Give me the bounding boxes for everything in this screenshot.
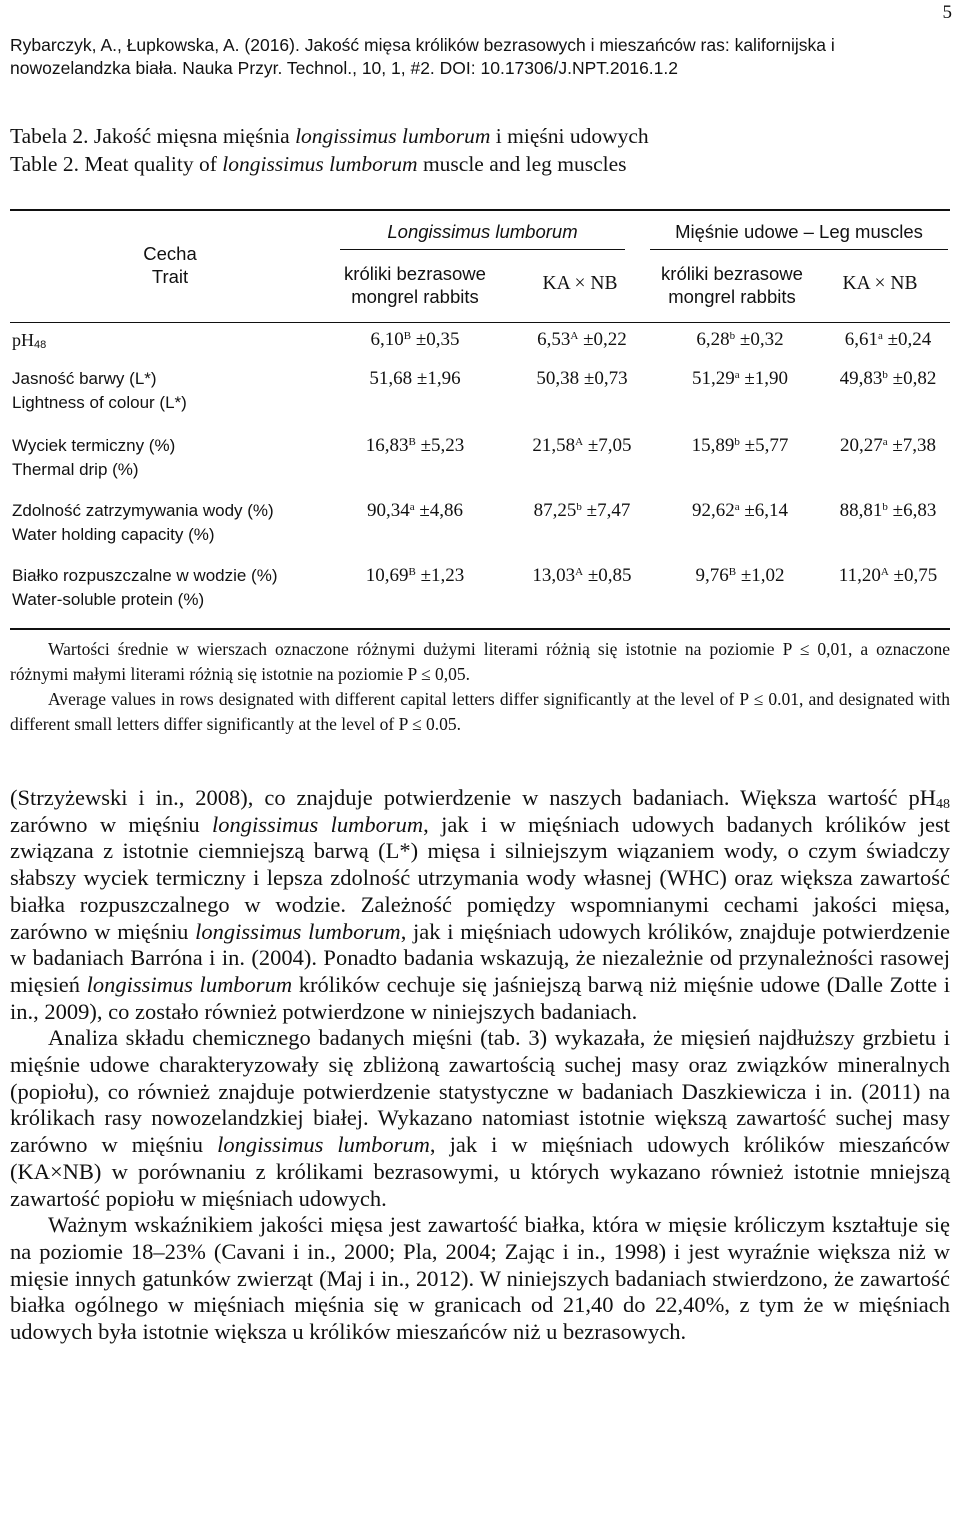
header-trait — [120, 242, 220, 288]
cell-sig: A — [880, 566, 889, 578]
cell-sd: ±0,22 — [583, 329, 627, 350]
cell-sd: ±0,75 — [893, 565, 938, 586]
row-label-en: Water holding capacity (%) — [12, 525, 215, 544]
header-col-mongrel-leg — [652, 262, 812, 308]
cell-sig: A — [575, 566, 584, 578]
cell-value: 51,68 — [369, 368, 413, 389]
row-label-ph-sub: 48 — [34, 339, 47, 351]
header-col-mongrel-ll — [335, 262, 495, 308]
group-rule-longissimus — [340, 249, 625, 250]
row-label-en: Thermal drip (%) — [12, 460, 139, 479]
header-col-kanb-leg: KA × NB — [842, 273, 918, 294]
row-label-whc — [12, 499, 274, 547]
row-label-soluble-protein — [12, 564, 278, 612]
caption-en — [10, 150, 649, 178]
cell-sig: b — [729, 330, 736, 342]
citation-header: Rybarczyk, A., Łupkowska, A. (2016). Jakość mięsa królików bezrasowych i mieszańców ras: kalifornijska i nowozelandzka biała. Nauka Przyr. Technol., 10, 1, #2. DOI: 10.17306/J.NPT.2016.1.2 — [10, 35, 835, 78]
italic-term: longissimus lumborum — [195, 918, 401, 944]
header-group-leg: Mięśnie udowe – Leg muscles — [675, 221, 923, 242]
cell-value: 92,62 — [691, 500, 735, 521]
header-group-longissimus: Longissimus lumborum — [387, 221, 578, 242]
note-pl: Wartości średnie w wierszach oznaczone różnymi dużymi literami różnią się istotnie na poziomie P ≤ 0,01, a oznaczone różnymi małymi literami różnią się istotnie na poziomie P ≤ 0,05. — [10, 639, 950, 684]
italic-term: longissimus lumborum — [86, 971, 293, 997]
caption-en-prefix: Table 2. Meat quality of — [10, 152, 223, 176]
table-notes — [10, 637, 950, 737]
cell-value: 6,61 — [844, 329, 878, 350]
cell-sig: B — [408, 436, 416, 448]
cell-sd: ±7,47 — [586, 500, 631, 521]
cell-sig: b — [734, 436, 740, 448]
row-label-en: Water-soluble protein (%) — [12, 590, 205, 609]
cell-sd: ±0,24 — [887, 329, 932, 350]
cell-sd: ±6,14 — [744, 500, 789, 521]
cell-lightness-kanb-leg — [803, 367, 960, 391]
cell-whc-kanb-leg — [803, 499, 960, 523]
cell-lightness-mongrel-ll — [330, 367, 500, 391]
caption-en-italic: longissimus lumborum — [222, 152, 418, 176]
text-run: zarówno w mięśniu — [10, 811, 213, 837]
group-rule-leg — [650, 249, 948, 250]
text-run: Analiza składu chemicznego badanych mięśni (tab. 3) wykazała, że mięsień najdłuższy grzbietu i mięśnie udowe charakteryzowały się zbliżoną zawartością suchej masy oraz związków mineralnych (popiołu), co również znajduje potwierdzenie statystyczne w badaniach Daszkiewicza i in. (2011) na królikach rasy nowozelandzkiej białej. Wykazano natomiast istotnie większą zawartość suchej masy zarówno w mięśniu — [10, 1025, 950, 1158]
row-label-thermal-drip — [12, 434, 175, 482]
table-header-rule — [10, 322, 950, 323]
cell-value: 87,25 — [533, 500, 577, 521]
row-label-ph-text: pH — [12, 330, 34, 350]
paragraph-2 — [10, 1025, 950, 1212]
table-caption — [10, 122, 649, 178]
text-run: (Strzyżewski i in., 2008), co znajduje potwierdzenie w naszych badaniach. Większa wartość pH — [10, 785, 936, 810]
header-trait-pl: Cecha — [143, 243, 197, 264]
cell-sd: ±1,23 — [420, 565, 465, 586]
italic-term: longissimus lumborum — [217, 1132, 430, 1158]
cell-sd: ±5,23 — [420, 435, 465, 456]
cell-sd: ±0,85 — [587, 565, 632, 586]
cell-sd: ±7,38 — [892, 435, 937, 456]
cell-value: 6,10 — [370, 329, 404, 350]
cell-sig: a — [409, 501, 415, 513]
paragraph-3: Ważnym wskaźnikiem jakości mięsa jest zawartość białka, która w mięsie króliczym kształtuje się na poziomie 18–23% (Cavani i in., 2000; Pla, 2004; Zając i in., 1998) i jest wyraźnie większa niż w mięsie innych gatunków zwierząt (Maj i in., 2012). W niniejszych badaniach stwierdzono, że zawartość białka ogólnego w mięśniach mięśnia się w granicach od 21,40 do 22,40%, z tym że w mięśniach udowych była istotnie większa u królików mieszańców niż u bezrasowych. — [10, 1212, 950, 1345]
cell-whc-mongrel-leg — [655, 499, 825, 523]
cell-sd: ±0,73 — [583, 368, 628, 389]
cell-sd: ±6,83 — [892, 500, 937, 521]
row-label-pl: Jasność barwy (L*) — [12, 369, 157, 388]
cell-sd: ±1,96 — [416, 368, 461, 389]
cell-ph-kanb-ll — [497, 328, 667, 352]
cell-sd: ±0,82 — [892, 368, 937, 389]
page-number: 5 — [942, 2, 952, 23]
cell-value: 13,03 — [532, 565, 576, 586]
cell-protein-mongrel-leg — [655, 564, 825, 588]
header-trait-en: Trait — [151, 266, 189, 287]
header-col-mongrel-ll-pl: króliki bezrasowe — [344, 263, 486, 284]
cell-ph-kanb-leg — [803, 328, 960, 352]
cell-sd: ±1,02 — [740, 565, 785, 586]
header-col-mongrel-leg-pl: króliki bezrasowe — [661, 263, 803, 284]
cell-lightness-kanb-ll — [497, 367, 667, 391]
cell-sd: ±0,32 — [739, 329, 784, 350]
header-col-mongrel-leg-en: mongrel rabbits — [668, 286, 796, 307]
cell-drip-kanb-leg — [803, 434, 960, 458]
row-label-pl: Białko rozpuszczalne w wodzie (%) — [12, 566, 278, 585]
cell-sig: B — [728, 566, 737, 578]
row-label-lightness — [12, 367, 187, 415]
cell-drip-kanb-ll — [497, 434, 667, 458]
cell-value: 9,76 — [695, 565, 729, 586]
row-label-pl: Zdolność zatrzymywania wody (%) — [12, 501, 274, 520]
cell-sig: A — [570, 330, 579, 342]
cell-value: 15,89 — [691, 435, 735, 456]
cell-ph-mongrel-leg — [655, 328, 825, 352]
italic-term: longissimus lumborum — [212, 811, 424, 837]
cell-sd: ±1,90 — [744, 368, 789, 389]
cell-protein-kanb-leg — [803, 564, 960, 588]
cell-sd: ±0,35 — [415, 329, 460, 350]
paragraph-1 — [10, 785, 950, 1025]
cell-ph-mongrel-ll — [330, 328, 500, 352]
cell-value: 6,28 — [696, 329, 730, 350]
caption-pl-suffix: i mięśni udowych — [490, 124, 649, 148]
cell-protein-kanb-ll — [497, 564, 667, 588]
row-label-ph — [12, 328, 46, 357]
header-col-mongrel-ll-en: mongrel rabbits — [351, 286, 479, 307]
cell-whc-mongrel-ll — [330, 499, 500, 523]
text-run: , jak i w mięśniach udowych królików mieszańców (KA×NB) w porównaniu z królikami bezrasowymi, u których wykazano również istotnie mniejszą zawartość popiołu w mięśniach udowych. — [10, 1132, 950, 1211]
cell-sig: B — [403, 330, 412, 342]
cell-sig: a — [877, 330, 883, 342]
cell-value: 49,83 — [839, 368, 883, 389]
caption-pl-italic: longissimus lumborum — [295, 124, 491, 148]
row-label-pl: Wyciek termiczny (%) — [12, 436, 176, 455]
cell-sd: ±7,05 — [587, 435, 632, 456]
cell-value: 21,58 — [532, 435, 576, 456]
cell-sig: b — [882, 501, 888, 513]
text-run: , jak i mięśniach udowych królików, znajduje potwierdzenie w badaniach Barróna i in. (2004). Ponadto badania wskazują, że niezależnie od przynależności rasowej mięsień — [10, 918, 950, 997]
cell-whc-kanb-ll — [497, 499, 667, 523]
cell-sig: a — [882, 436, 888, 448]
cell-value: 88,81 — [839, 500, 883, 521]
cell-value: 11,20 — [838, 565, 881, 586]
cell-sig: a — [734, 501, 740, 513]
ph-subscript: 48 — [936, 797, 950, 812]
cell-sig: A — [575, 436, 584, 448]
body-text — [10, 785, 950, 1346]
cell-sig: b — [576, 501, 582, 513]
caption-en-suffix: muscle and leg muscles — [417, 152, 627, 176]
header-col-kanb-ll: KA × NB — [542, 273, 618, 294]
cell-value: 10,69 — [365, 565, 409, 586]
cell-sig: B — [408, 566, 416, 578]
cell-drip-mongrel-leg — [655, 434, 825, 458]
cell-value: 6,53 — [537, 329, 571, 350]
note-en: Average values in rows designated with different capital letters differ significantly at the level of P ≤ 0.01, and designated with different small letters differ significantly at the level of P ≤ 0.05. — [10, 689, 950, 734]
cell-value: 16,83 — [365, 435, 409, 456]
table-bottom-rule — [10, 628, 950, 630]
cell-value: 51,29 — [691, 368, 735, 389]
text-run: , jak i w mięśniach udowych badanych królików jest związana z istotnie ciemniejszą barwą (L*) mięsa i silniejszym wiązaniem wody, o czym świadczy słabszy wyciek termiczny i lepsza zdolność utrzymania wody własnej (WHC) oraz większa zawartość białka rozpuszczalnego w wodzie. Zależność pomiędzy wspomnianymi cechami jakości mięsa, zarówno w mięśniu — [10, 811, 950, 944]
cell-value: 20,27 — [839, 435, 883, 456]
cell-lightness-mongrel-leg — [655, 367, 825, 391]
row-label-en: Lightness of colour (L*) — [12, 393, 187, 412]
cell-sig: b — [882, 369, 888, 381]
cell-sig: a — [734, 369, 740, 381]
text-run: królików cechuje się jaśniejszą barwą niż mięśnie udowe (Dalle Zotte i in., 2009), co zostało również potwierdzone w niniejszych badaniach. — [10, 971, 951, 1024]
cell-value: 50,38 — [536, 368, 580, 389]
cell-value: 90,34 — [366, 500, 410, 521]
table-top-rule — [10, 209, 950, 211]
cell-drip-mongrel-ll — [330, 434, 500, 458]
cell-sd: ±4,86 — [419, 500, 464, 521]
caption-pl-prefix: Tabela 2. Jakość mięsna mięśnia — [10, 124, 296, 148]
cell-protein-mongrel-ll — [330, 564, 500, 588]
caption-pl — [10, 122, 649, 150]
cell-sd: ±5,77 — [744, 435, 789, 456]
